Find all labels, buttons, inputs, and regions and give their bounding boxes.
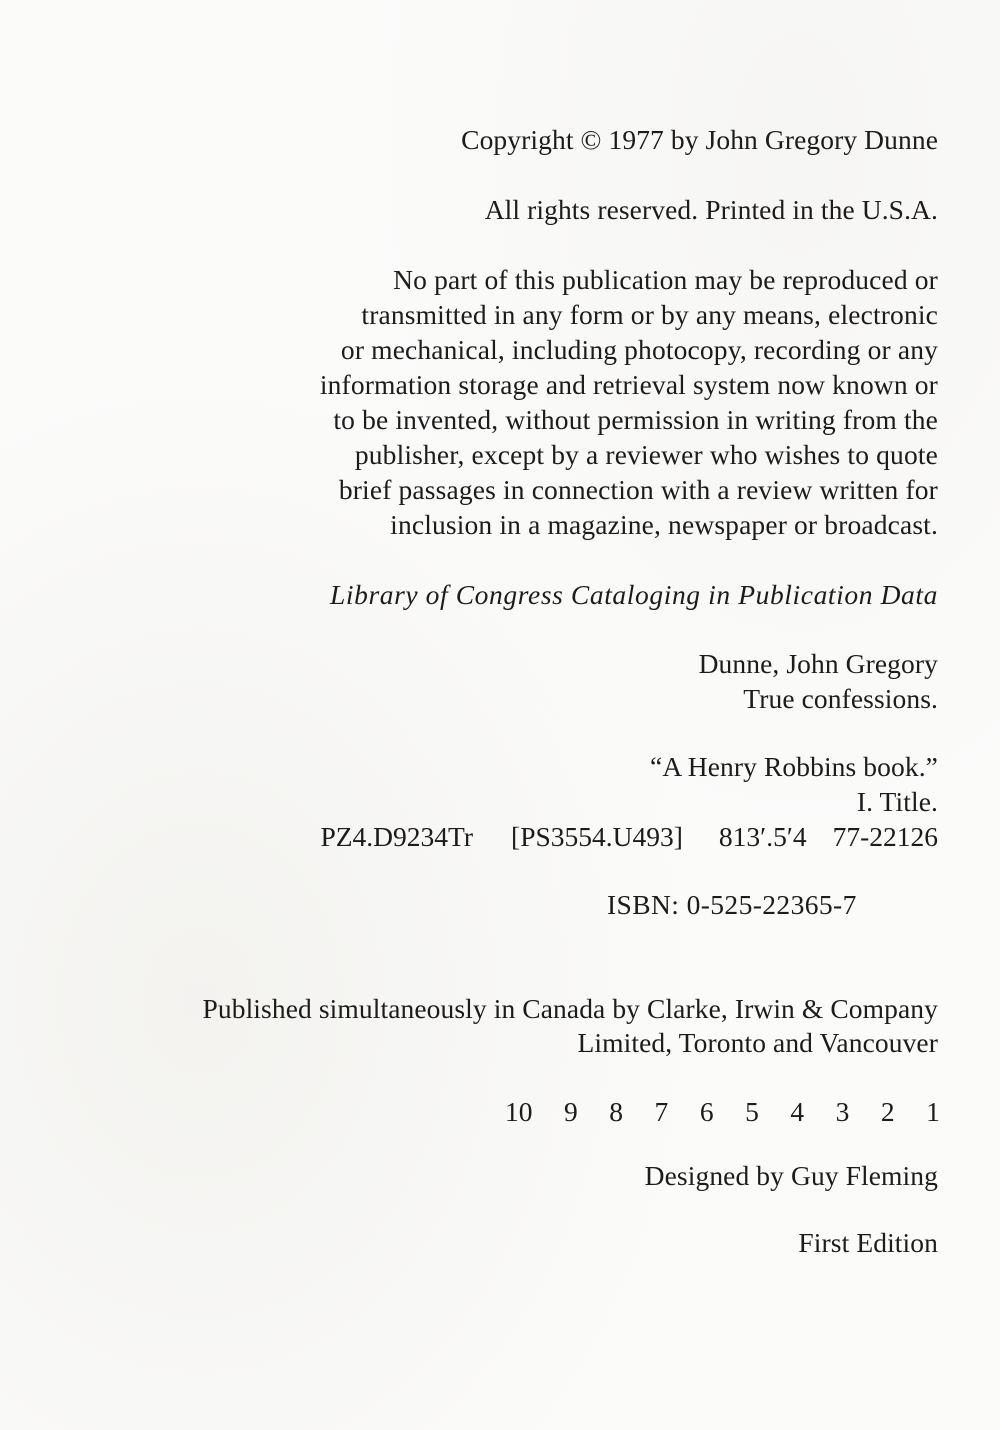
printing-number: 6 (699, 1096, 714, 1127)
cip-class-number: PZ4.D9234Tr (320, 821, 474, 852)
cip-class-number: 77-22126 (832, 821, 938, 852)
notice-line: inclusion in a magazine, newspaper or broadcast. (390, 509, 938, 540)
notice-line: transmitted in any form or by any means, electronic (361, 299, 938, 330)
published-line: Limited, Toronto and Vancouver (577, 1027, 938, 1058)
printing-number: 5 (745, 1096, 759, 1127)
published-line: Published simultaneously in Canada by Clarke, Irwin & Company (202, 993, 938, 1024)
notice-line: to be invented, without permission in writing from the (333, 404, 938, 435)
printing-number: 7 (654, 1096, 669, 1127)
cip-class-number: 813′.5′4 (718, 821, 807, 852)
printing-number: 1 (926, 1096, 940, 1127)
rights-line: All rights reserved. Printed in the U.S.A. (484, 194, 938, 225)
cip-class-numbers (320, 819, 938, 854)
printing-number: 2 (880, 1096, 895, 1127)
printing-number: 4 (790, 1096, 805, 1127)
notice-line: or mechanical, including photocopy, recording or any (340, 334, 938, 365)
isbn: ISBN: 0-525-22365-7 (607, 889, 857, 920)
notice-line: No part of this publication may be reproduced or (393, 264, 938, 295)
copyright-line: Copyright © 1977 by John Gregory Dunne (461, 124, 938, 155)
printing-number: 3 (835, 1096, 850, 1127)
edition: First Edition (798, 1227, 938, 1258)
printing-number: 9 (564, 1096, 578, 1127)
notice-line: publisher, except by a reviewer who wishes to quote (354, 439, 938, 470)
cip-author: Dunne, John Gregory (698, 648, 938, 679)
designer-credit: Designed by Guy Fleming (644, 1160, 938, 1191)
cip-title: True confessions. (743, 683, 938, 714)
printing-number: 8 (609, 1096, 624, 1127)
printing-number: 10 (505, 1096, 533, 1127)
notice-line: brief passages in connection with a review written for (338, 474, 938, 505)
cip-heading: Library of Congress Cataloging in Publication Data (329, 579, 938, 610)
printing-line (505, 1094, 940, 1129)
notice-line: information storage and retrieval system now known or (319, 369, 938, 400)
cip-subject: I. Title. (856, 786, 938, 817)
cip-note: “A Henry Robbins book.” (650, 751, 938, 782)
cip-class-number: [PS3554.U493] (511, 821, 683, 852)
